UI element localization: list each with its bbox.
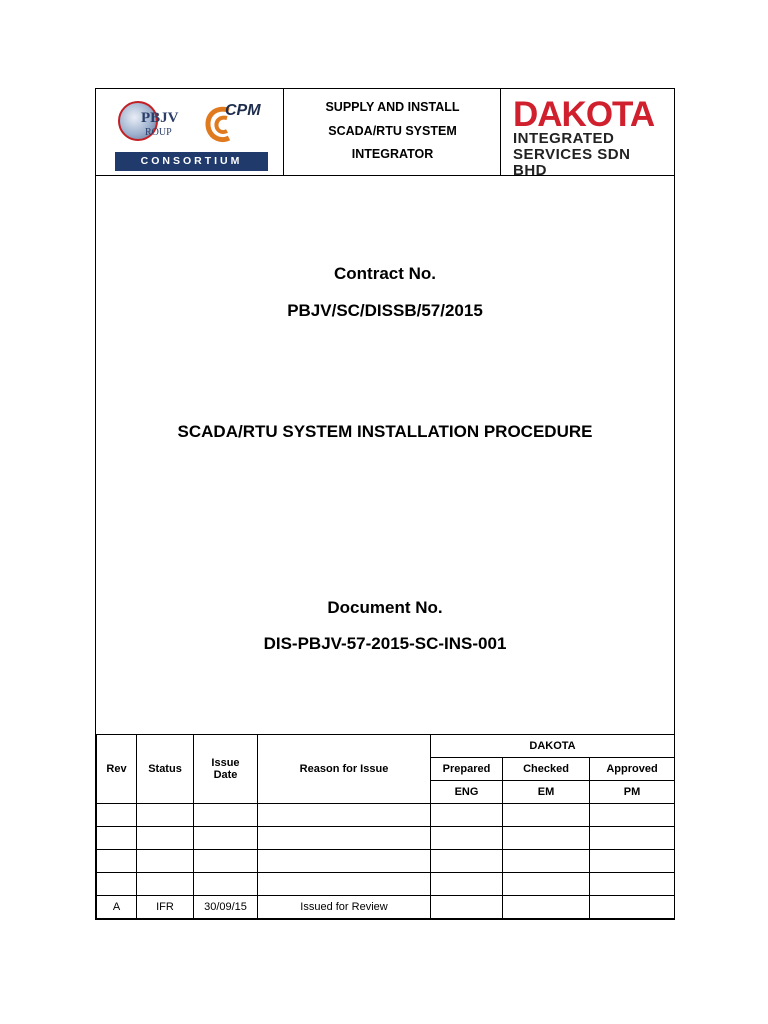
row-checked — [503, 804, 590, 827]
project-title-cell — [284, 89, 501, 175]
row-date: 30/09/15 — [194, 896, 258, 919]
dakota-group-header: DAKOTA — [431, 735, 675, 758]
row-status — [137, 804, 194, 827]
table-row — [97, 804, 675, 827]
project-title-line-3: INTEGRATOR — [351, 147, 434, 161]
row-prepared — [431, 873, 503, 896]
table-row — [97, 827, 675, 850]
revision-table — [96, 734, 675, 919]
row-rev — [97, 804, 137, 827]
row-date — [194, 873, 258, 896]
dakota-logo-cell — [501, 89, 674, 179]
approved-header: Approved — [590, 758, 675, 781]
pbjv-logo-text: PBJV — [141, 110, 179, 126]
table-row — [97, 873, 675, 896]
row-reason — [258, 827, 431, 850]
issue-date-header-line-2: Date — [213, 769, 238, 781]
row-rev: A — [97, 896, 137, 919]
project-title-line-2: SCADA/RTU SYSTEM — [328, 124, 457, 138]
reason-header: Reason for Issue — [258, 735, 431, 804]
group-logo-text: ROUP — [145, 127, 172, 138]
row-reason — [258, 850, 431, 873]
row-approved — [590, 804, 675, 827]
contract-label: Contract No. — [334, 264, 436, 283]
row-rev — [97, 850, 137, 873]
prepared-header: Prepared — [431, 758, 503, 781]
cpm-logo-text: CPM — [225, 102, 261, 119]
row-approved — [590, 896, 675, 919]
contract-number: PBJV/SC/DISSB/57/2015 — [287, 301, 483, 320]
row-reason — [258, 804, 431, 827]
checked-header: Checked — [503, 758, 590, 781]
row-status: IFR — [137, 896, 194, 919]
rev-header: Rev — [97, 735, 137, 804]
row-rev — [97, 827, 137, 850]
row-approved — [590, 873, 675, 896]
row-date — [194, 804, 258, 827]
approved-role: PM — [590, 781, 675, 804]
consortium-logo-cell — [96, 89, 284, 175]
document-number: DIS-PBJV-57-2015-SC-INS-001 — [263, 634, 507, 653]
row-date — [194, 827, 258, 850]
row-status — [137, 850, 194, 873]
dakota-line-1: INTEGRATED — [513, 130, 615, 147]
row-checked — [503, 873, 590, 896]
document-cover-frame — [95, 88, 675, 920]
row-prepared — [431, 850, 503, 873]
row-checked — [503, 827, 590, 850]
row-prepared — [431, 804, 503, 827]
row-status — [137, 827, 194, 850]
project-title-line-1: SUPPLY AND INSTALL — [325, 100, 460, 114]
document-label: Document No. — [327, 598, 443, 617]
row-checked — [503, 896, 590, 919]
dakota-line-2: SERVICES SDN BHD — [513, 146, 631, 179]
row-status — [137, 873, 194, 896]
row-date — [194, 850, 258, 873]
prepared-role: ENG — [431, 781, 503, 804]
document-title: SCADA/RTU SYSTEM INSTALLATION PROCEDURE — [177, 422, 593, 441]
table-row — [97, 850, 675, 873]
issue-date-header-line-1: Issue — [211, 757, 240, 769]
dakota-logo — [513, 95, 665, 179]
table-row — [97, 896, 675, 919]
status-header: Status — [137, 735, 194, 804]
dakota-brand-text: DAKOTA — [513, 95, 655, 134]
row-prepared — [431, 896, 503, 919]
row-checked — [503, 850, 590, 873]
row-approved — [590, 850, 675, 873]
row-reason: Issued for Review — [258, 896, 431, 919]
cover-header — [96, 89, 674, 179]
cpm-logo — [203, 100, 263, 148]
consortium-banner: CONSORTIUM — [115, 152, 268, 171]
pbjv-cpm-consortium-logo — [115, 98, 268, 171]
row-approved — [590, 827, 675, 850]
issue-date-header — [194, 735, 258, 804]
row-rev — [97, 873, 137, 896]
row-reason — [258, 873, 431, 896]
checked-role: EM — [503, 781, 590, 804]
row-prepared — [431, 827, 503, 850]
